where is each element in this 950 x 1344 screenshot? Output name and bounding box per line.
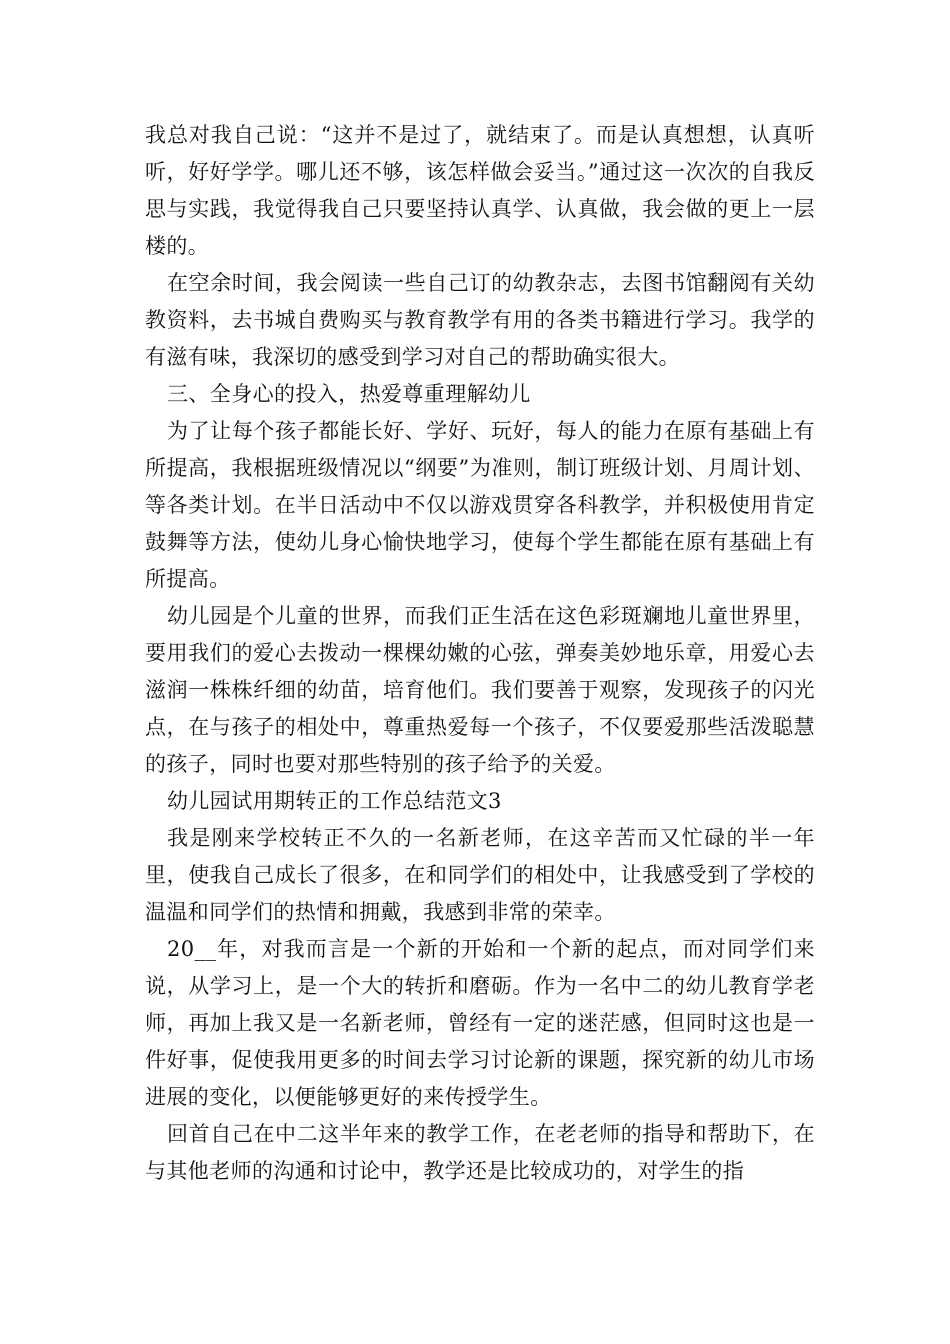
paragraph-new-teacher: 我是刚来学校转正不久的一名新老师，在这辛苦而又忙碌的半一年里，使我自己成长了很多，在和同学们的相处中，让我感受到了学校的温温和同学们的热情和拥戴，我感到非常的荣幸。	[145, 826, 815, 924]
paragraph-spare-time-reading: 在空余时间，我会阅读一些自己订的幼教杂志，去图书馆翻阅有关幼教资料，去书城自费购买与教育教学有用的各类书籍进行学习。我学的有滋有味，我深切的感受到学习对自己的帮助确实很大。	[145, 271, 815, 369]
document-body	[145, 117, 815, 1190]
paragraph-review: 回首自己在中二这半年来的教学工作，在老老师的指导和帮助下，在与其他老师的沟通和讨论中，教学还是比较成功的，对学生的指	[145, 1122, 815, 1183]
paragraph-class-planning: 为了让每个孩子都能长好、学好、玩好，每人的能力在原有基础上有所提高，我根据班级情况以“纲要”为准则，制订班级计划、月周计划、等各类计划。在半日活动中不仅以游戏贯穿各科教学，并积极使用肯定鼓舞等方法，使幼儿身心愉快地学习，使每个学生都能在原有基础上有所提高。	[145, 419, 815, 591]
document-subtitle-sample-3: 幼儿园试用期转正的工作总结范文3	[167, 789, 502, 813]
paragraph-continuation: 我总对我自己说：“这并不是过了，就结束了。而是认真想想，认真听听，好好学学。哪儿还不够，该怎样做会妥当。”通过这一次次的自我反思与实践，我觉得我自己只要坚持认真学、认真做，我会做的更上一层楼的。	[145, 123, 815, 258]
paragraph-children-world: 幼儿园是个儿童的世界，而我们正生活在这色彩斑斓地儿童世界里，要用我们的爱心去拨动一棵棵幼嫩的心弦，弹奏美妙地乐章，用爱心去滋润一株株纤细的幼苗，培育他们。我们要善于观察，发现孩子的闪光点，在与孩子的相处中，尊重热爱每一个孩子，不仅要爱那些活泼聪慧的孩子，同时也要对那些特别的孩子给予的关爱。	[145, 604, 815, 776]
paragraph-new-start: 20__年，对我而言是一个新的开始和一个新的起点，而对同学们来说，从学习上，是一个大的转折和磨砺。作为一名中二的幼儿教育学老师，再加上我又是一名新老师，曾经有一定的迷茫感，但同时这也是一件好事，促使我用更多的时间去学习讨论新的课题，探究新的幼儿市场进展的变化，以便能够更好的来传授学生。	[145, 937, 815, 1109]
section-heading-three: 三、全身心的投入，热爱尊重理解幼儿	[167, 382, 531, 406]
